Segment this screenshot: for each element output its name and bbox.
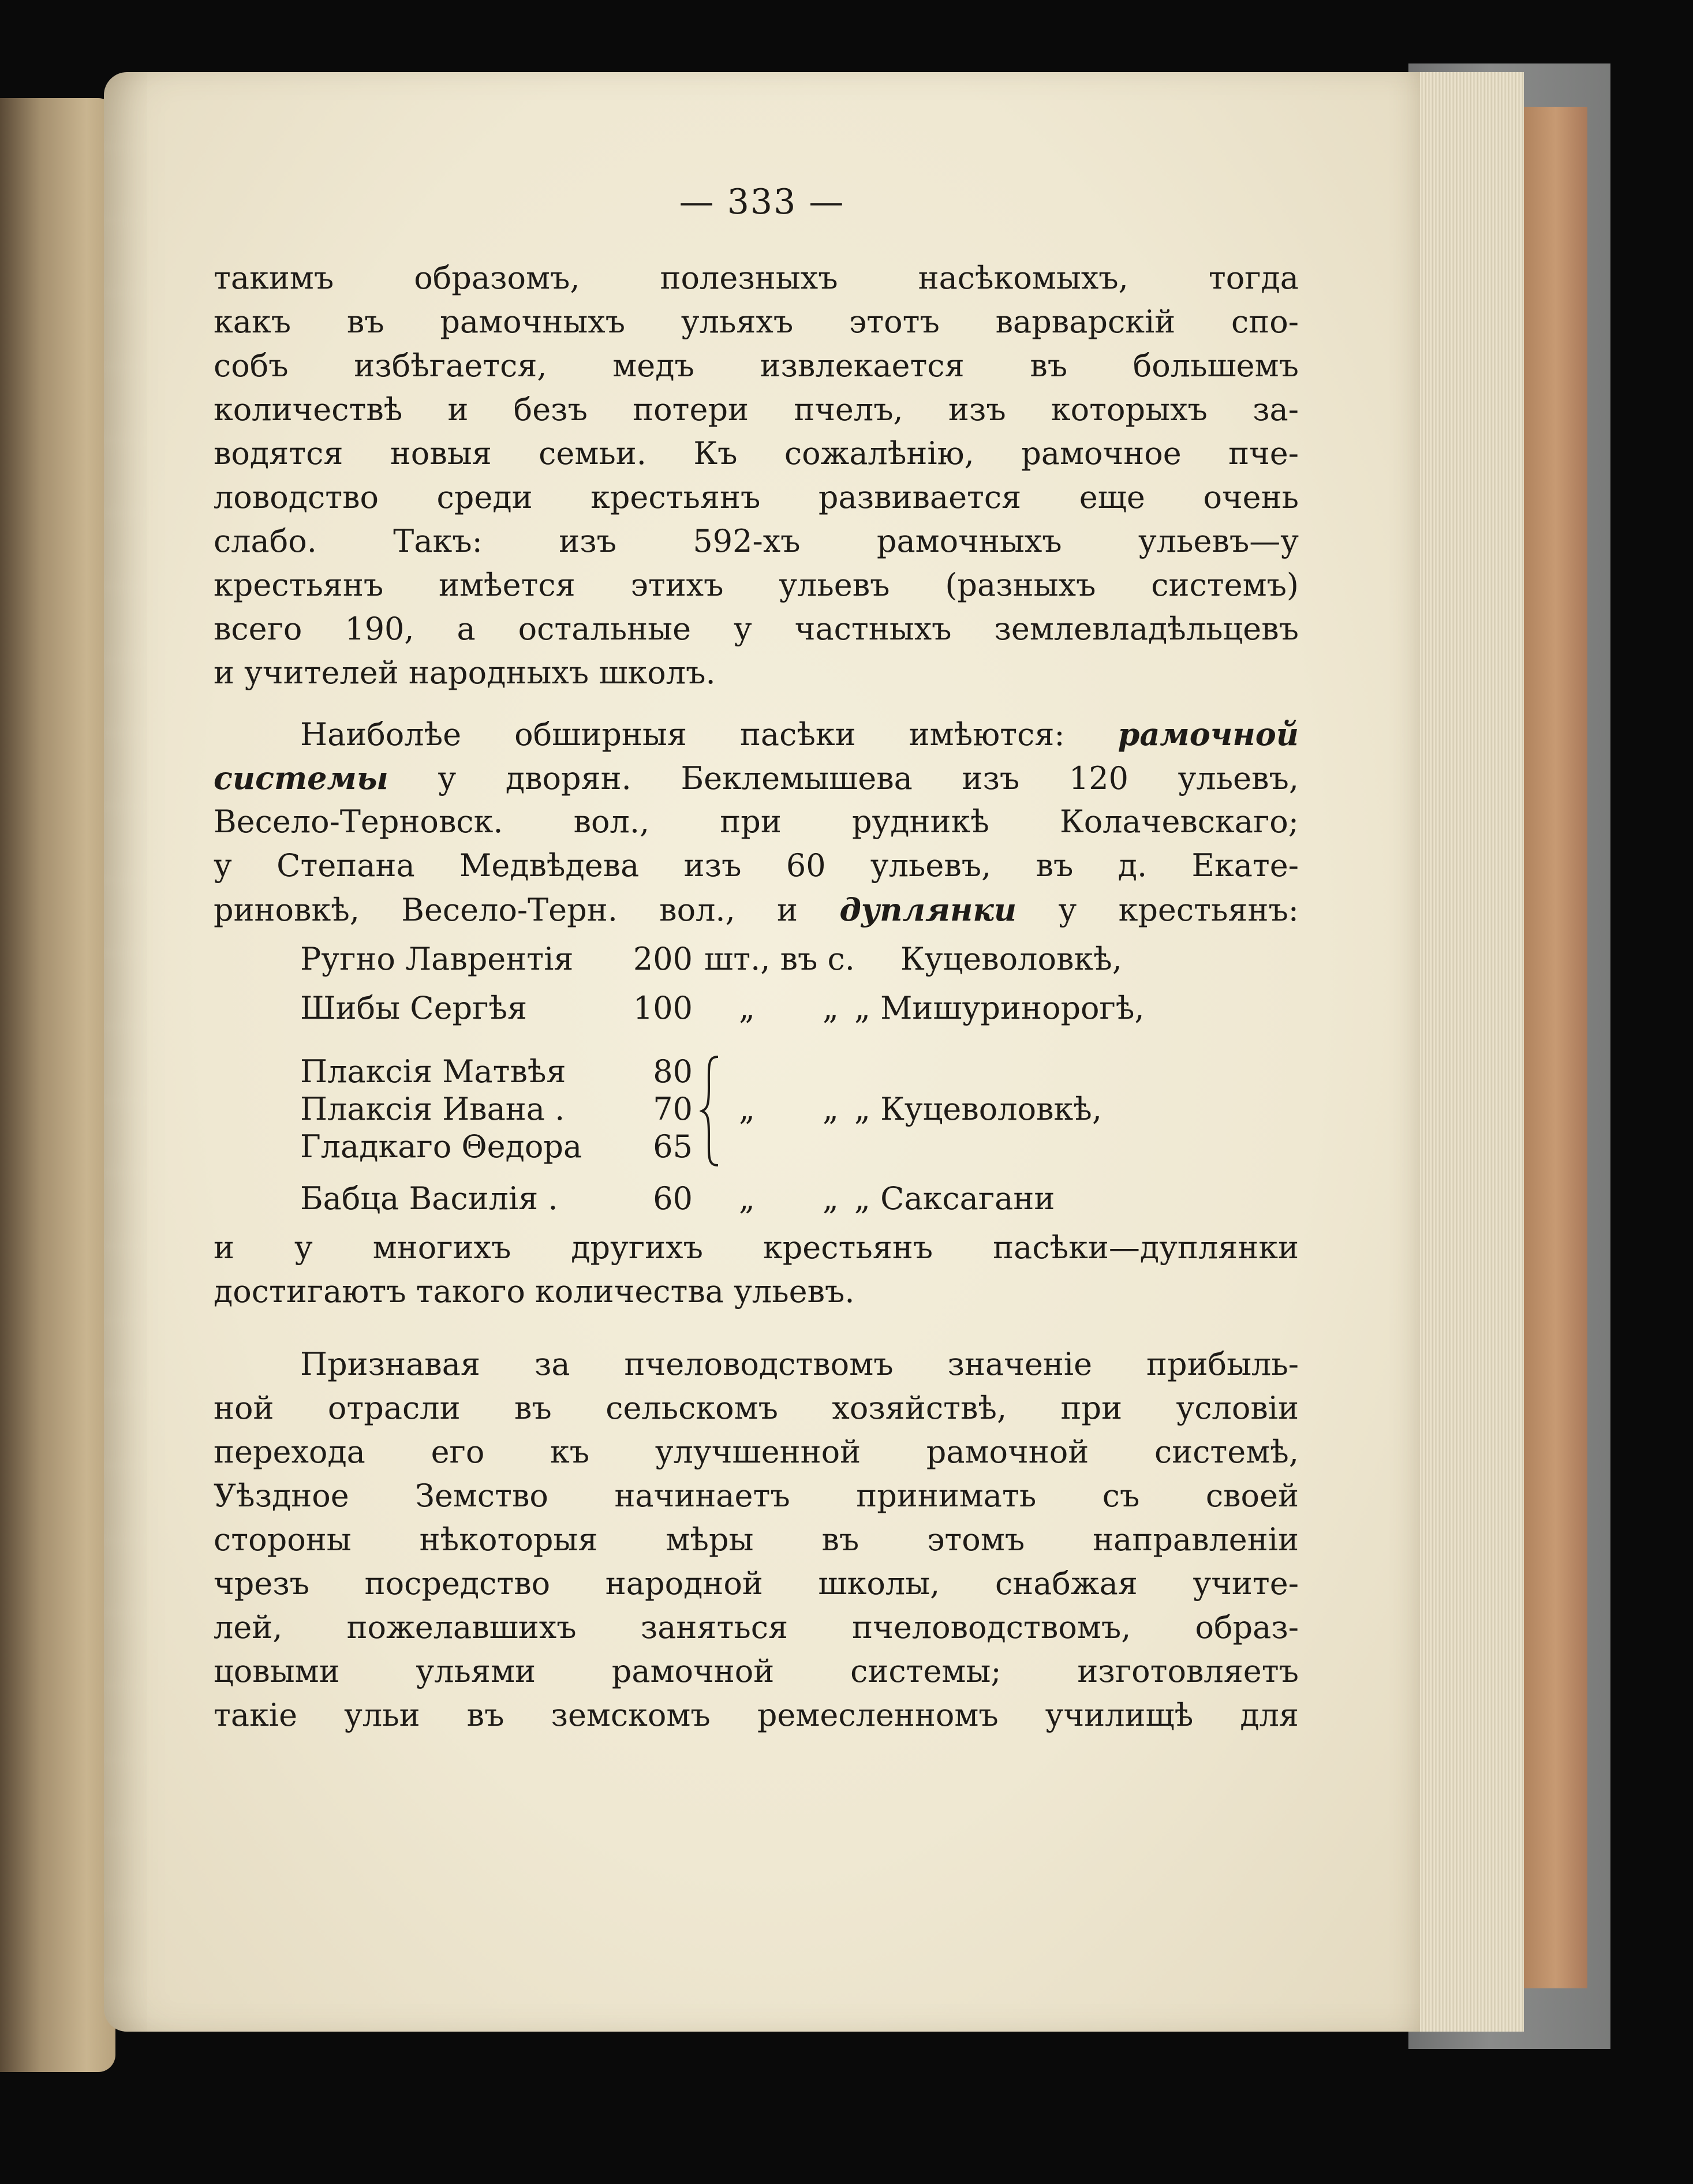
list-count: 60 bbox=[653, 1180, 693, 1217]
list-count: 65 bbox=[653, 1128, 693, 1165]
text-line: чрезъ посредство народной школы, снабжая учите- bbox=[214, 1565, 1299, 1602]
ditto-mark: „ bbox=[739, 990, 755, 1026]
ditto-mark: „ bbox=[823, 1091, 839, 1127]
text-line: собъ избѣгается, медъ извлекается въ большемъ bbox=[214, 347, 1299, 384]
ditto-mark: „ bbox=[739, 1180, 755, 1217]
curly-brace bbox=[700, 1053, 723, 1169]
list-place: Куцеволовкѣ, bbox=[900, 941, 1122, 977]
text-line bbox=[214, 762, 1299, 794]
page-block-edges bbox=[1408, 72, 1524, 2032]
list-name: Бабца Василія . bbox=[300, 1180, 558, 1217]
text-line: водятся новыя семьи. Къ сожалѣнію, рамочное пче- bbox=[214, 435, 1299, 472]
list-count: 80 bbox=[653, 1053, 693, 1090]
list-name: Гладкаго Θедора bbox=[300, 1128, 582, 1165]
emphasis-text: рамочной bbox=[1118, 716, 1299, 753]
text-line: ловодство среди крестьянъ развивается еще очень bbox=[214, 479, 1299, 515]
page-text bbox=[104, 72, 1420, 2032]
text-line: Уѣздное Земство начинаетъ принимать съ своей bbox=[214, 1478, 1299, 1514]
list-name: Плаксія Матвѣя bbox=[300, 1053, 566, 1090]
page-number: — 333 — bbox=[679, 182, 845, 222]
text-span: риновкѣ, Весело-Терн. вол., и bbox=[214, 892, 798, 928]
text-line: Признавая за пчеловодствомъ значеніе прибыль- bbox=[300, 1346, 1299, 1382]
emphasis-text: системы bbox=[214, 760, 388, 796]
list-name: Ругно Лаврентія bbox=[300, 941, 574, 977]
list-place: „ Куцеволовкѣ, bbox=[854, 1091, 1102, 1127]
list-place: „ Мишуринорогѣ, bbox=[854, 990, 1145, 1026]
text-span: у дворян. Беклемышева изъ 120 ульевъ, bbox=[438, 760, 1299, 796]
text-line: Весело-Терновск. вол., при рудникѣ Колачевскаго; bbox=[214, 803, 1299, 840]
emphasis-text: дуплянки bbox=[839, 891, 1017, 928]
text-line: такимъ образомъ, полезныхъ насѣкомыхъ, тогда bbox=[214, 260, 1299, 296]
text-line: и учителей народныхъ школъ. bbox=[214, 655, 716, 691]
list-unit: шт., въ с. bbox=[704, 941, 855, 977]
text-line: цовыми ульями рамочной системы; изготовляетъ bbox=[214, 1653, 1299, 1689]
text-line: ной отрасли въ сельскомъ хозяйствѣ, при условіи bbox=[214, 1390, 1299, 1426]
left-page-edge bbox=[0, 98, 115, 2072]
list-name: Шибы Сергѣя bbox=[300, 990, 528, 1026]
text-span: Наиболѣе обширныя пасѣки имѣются: bbox=[300, 716, 1065, 753]
text-line: и у многихъ другихъ крестьянъ пасѣки—дуплянки bbox=[214, 1229, 1299, 1266]
text-line: у Степана Медвѣдева изъ 60 ульевъ, въ д. Екате- bbox=[214, 847, 1299, 884]
list-count: 100 bbox=[633, 990, 693, 1026]
text-line: достигаютъ такого количества ульевъ. bbox=[214, 1273, 855, 1310]
list-name: Плаксія Ивана . bbox=[300, 1091, 565, 1127]
text-line: лей, пожелавшихъ заняться пчеловодствомъ, образ- bbox=[214, 1609, 1299, 1646]
text-line: какъ въ рамочныхъ ульяхъ этотъ варварскій спо- bbox=[214, 304, 1299, 340]
text-line bbox=[300, 716, 1299, 753]
ditto-mark: „ bbox=[823, 1180, 839, 1217]
text-span: у крестьянъ: bbox=[1058, 892, 1299, 928]
text-line: такіе ульи въ земскомъ ремесленномъ училищѣ для bbox=[214, 1697, 1299, 1733]
text-line: количествѣ и безъ потери пчелъ, изъ которыхъ за- bbox=[214, 391, 1299, 428]
text-line: слабо. Такъ: изъ 592-хъ рамочныхъ ульевъ—у bbox=[214, 523, 1299, 559]
text-line: всего 190, а остальные у частныхъ землевладѣльцевъ bbox=[214, 611, 1299, 647]
text-line: перехода его къ улучшенной рамочной системѣ, bbox=[214, 1434, 1299, 1470]
text-line: стороны нѣкоторыя мѣры въ этомъ направленіи bbox=[214, 1521, 1299, 1558]
text-line: крестьянъ имѣется этихъ ульевъ (разныхъ системъ) bbox=[214, 567, 1299, 603]
cover-inner-board bbox=[1524, 107, 1587, 1988]
ditto-mark: „ bbox=[823, 990, 839, 1026]
list-count: 200 bbox=[633, 941, 693, 977]
ditto-mark: „ bbox=[739, 1091, 755, 1127]
list-count: 70 bbox=[653, 1091, 693, 1127]
text-line bbox=[214, 891, 1299, 928]
list-place: „ Саксагани bbox=[854, 1180, 1055, 1217]
